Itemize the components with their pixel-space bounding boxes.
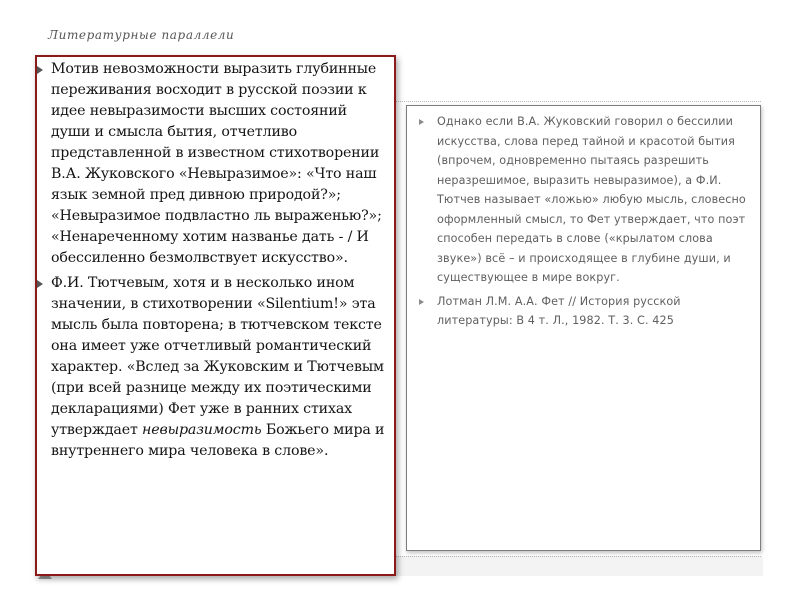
side-note-text: Однако если В.А. Жуковский говорил о бессилии искусства, слова перед тайной и красотой бытия (впрочем, одновременно пытаясь разрешить неразрешимое, выразить невыразимое), а Ф.И. Тютчев называет «ложью» любую мысль, словесно оформленный смысл, то Фет утверждает, что поэт способен передать в слове («крылатом слова звуке») всё – и происходящее в глубине души, и существующее в мире вокруг. — [437, 115, 746, 284]
citation-text: Лотман Л.М. А.А. Фет // История русской литературы: В 4 т. Л., 1982. Т. 3. С. 425 — [437, 294, 681, 327]
side-note-paragraph — [415, 112, 748, 288]
bullet-icon — [37, 66, 43, 74]
main-text-panel — [35, 55, 396, 576]
main-paragraph-2-text-start: Ф.И. Тютчевым, хотя и в несколько ином значении, в стихотворении «Silentium!» эта мысль была повторена; в тютчевском тексте она имеет уже отчетливый романтический характер. «Вслед за Жуковским и Тютчевым (при всей разнице между их поэтическими декларациями) Фет уже в ранних стихах утверждает — [51, 275, 384, 438]
main-paragraph-1 — [41, 59, 386, 269]
bullet-icon — [419, 299, 424, 305]
divider-line-bottom — [396, 556, 761, 557]
main-paragraph-2-emphasis: невыразимость — [142, 422, 262, 438]
main-paragraph-2-text-end: Божьего мира и внутреннего мира человека в слове». — [51, 422, 385, 459]
slide-title: Литературные параллели — [48, 28, 235, 42]
main-paragraph-1-text: Мотив невозможности выразить глубинные переживания восходит в русской поэзии к идее невыразимости высших состояний души и смысла бытия, отчетливо представленной в известном стихотворении В.А. Жуковского «Невыразимое»: «Что наш язык земной пред дивною природой?»; «Невыразимое подвластно ль выраженью?»; «Ненареченному хотим названье дать - / И обессиленно безмолвствует искусство». — [51, 61, 382, 266]
side-note-panel — [406, 105, 761, 551]
bullet-icon — [419, 119, 424, 125]
bullet-icon — [37, 280, 43, 288]
main-paragraph-2 — [41, 273, 386, 462]
citation-paragraph — [415, 292, 748, 331]
divider-line-top — [396, 101, 761, 102]
